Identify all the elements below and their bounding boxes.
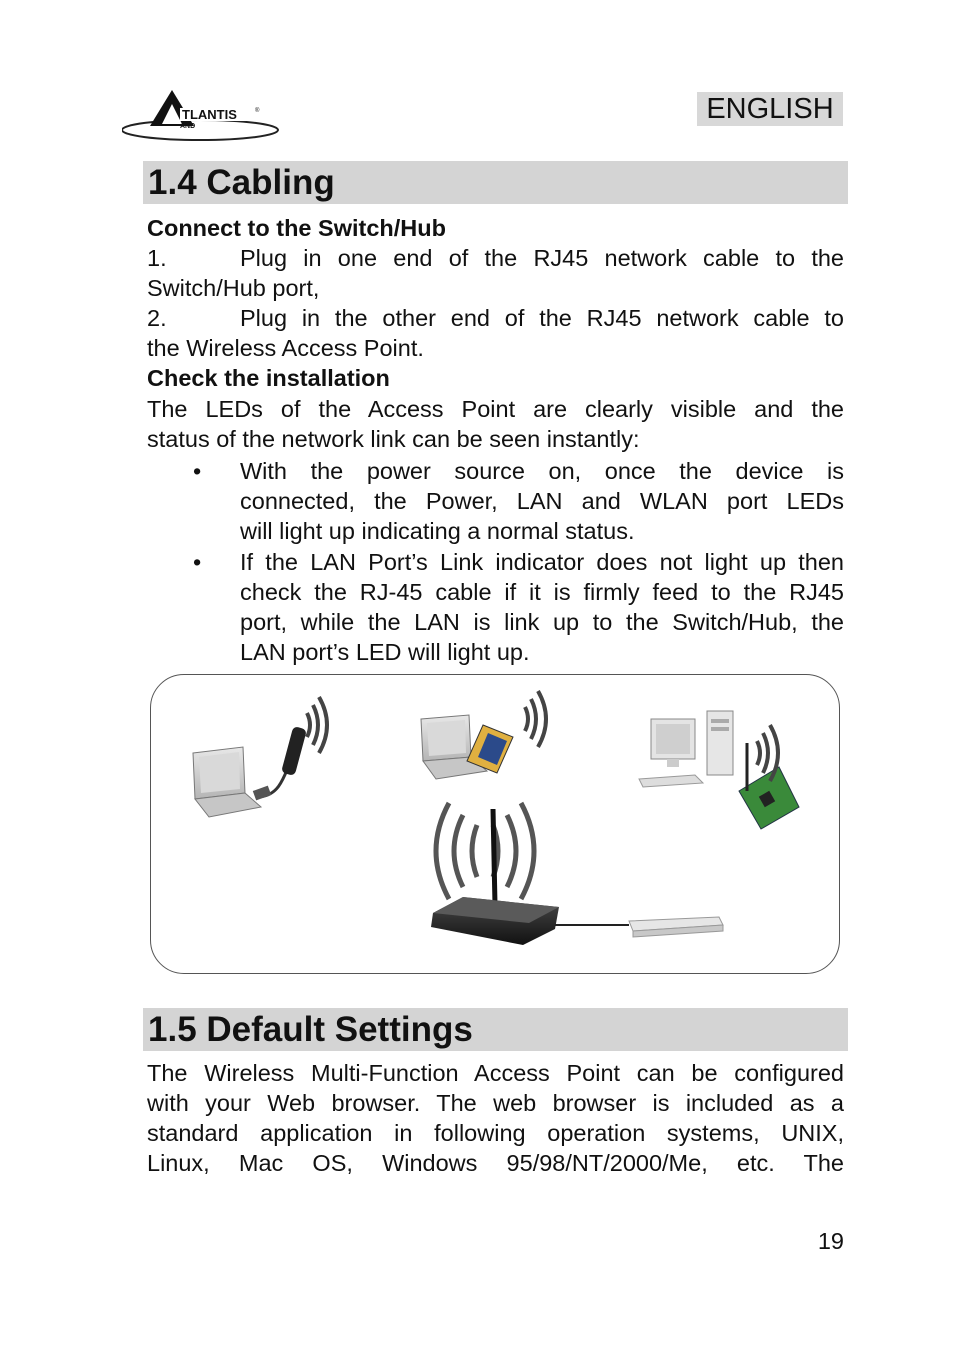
connect-heading: Connect to the Switch/Hub	[147, 215, 446, 241]
laptop-icon	[193, 747, 261, 817]
step-1	[147, 243, 844, 303]
language-label: ENGLISH	[697, 92, 843, 126]
text-line: will light up indicating a normal status.	[240, 518, 635, 544]
bullet-item	[147, 456, 844, 546]
text-line: The Wireless Multi-Function Access Point can be configured	[147, 1060, 844, 1086]
atlantis-land-logo	[122, 86, 282, 158]
step-text-line: Plug in one end of the RJ45 network cable to the	[240, 245, 844, 271]
text-line: standard application in following operation systems, UNIX,	[147, 1120, 844, 1146]
page-number: 19	[817, 1228, 844, 1254]
network-diagram-figure	[150, 674, 840, 974]
svg-text:TLANTIS: TLANTIS	[182, 107, 237, 122]
text-line: with your Web browser. The web browser is included as a	[147, 1090, 844, 1116]
step-number: 1.	[147, 245, 167, 271]
bullet-icon: •	[193, 458, 202, 484]
default-settings-paragraph	[147, 1058, 844, 1178]
step-text-line: the Wireless Access Point.	[147, 335, 424, 361]
step-number: 2.	[147, 305, 167, 331]
text-line: check the RJ-45 cable if it is firmly feed to the RJ45	[240, 579, 844, 605]
step-2	[147, 303, 844, 363]
text-line: connected, the Power, LAN and WLAN port LEDs	[240, 488, 844, 514]
text-line: LAN port’s LED will light up.	[240, 639, 530, 665]
usb-wireless-adapter-icon	[253, 697, 327, 800]
text-line: If the LAN Port’s Link indicator does not light up then	[240, 549, 844, 575]
svg-text:AND: AND	[180, 123, 196, 130]
pci-wireless-card-icon	[739, 725, 799, 829]
desktop-computer-icon	[639, 711, 733, 787]
network-switch-icon	[629, 917, 723, 937]
svg-text:®: ®	[255, 108, 260, 114]
text-line: status of the network link can be seen instantly:	[147, 426, 640, 452]
wireless-access-point-icon	[431, 803, 629, 945]
check-intro	[147, 394, 844, 454]
text-line: With the power source on, once the device is	[240, 458, 844, 484]
pcmcia-wireless-card-icon	[467, 691, 546, 773]
text-line: Linux, Mac OS, Windows 95/98/NT/2000/Me, etc. The	[147, 1150, 844, 1176]
step-text-line: Plug in the other end of the RJ45 network cable to	[240, 305, 844, 331]
text-line: The LEDs of the Access Point are clearly visible and the	[147, 396, 844, 422]
step-text-line: Switch/Hub port,	[147, 275, 320, 301]
section-title-cabling: 1.4 Cabling	[143, 161, 848, 204]
text-line: port, while the LAN is link up to the Switch/Hub, the	[240, 609, 844, 635]
bullet-item	[147, 547, 844, 667]
bullet-icon: •	[193, 549, 202, 575]
section-title-default-settings: 1.5 Default Settings	[143, 1008, 848, 1051]
check-heading: Check the installation	[147, 365, 390, 391]
